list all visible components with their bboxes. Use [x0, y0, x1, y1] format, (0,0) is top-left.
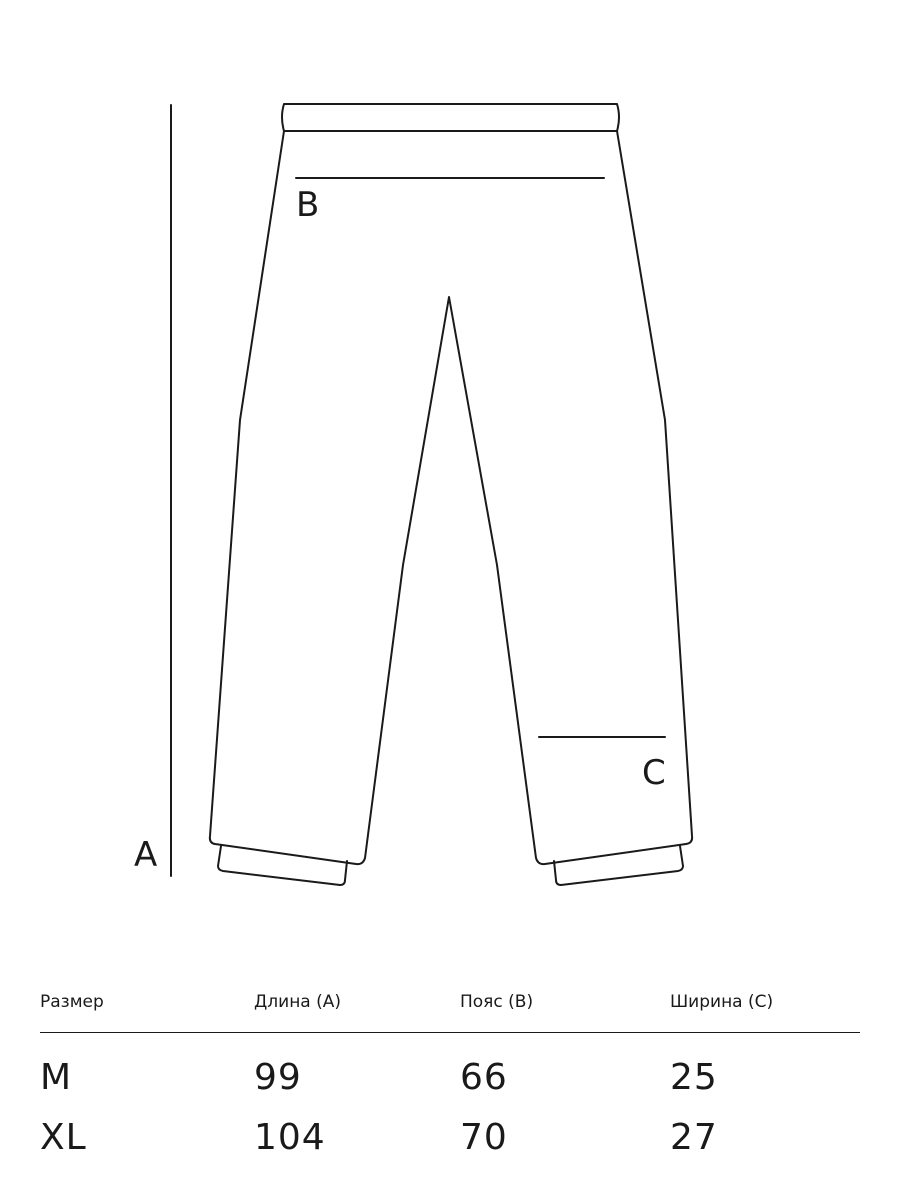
table-row — [0, 1058, 900, 1102]
cell-width: 27 — [670, 1117, 718, 1158]
cell-length: 104 — [254, 1117, 326, 1158]
size-table-header — [0, 992, 900, 1016]
left-cuff — [218, 846, 347, 885]
header-waist: Пояс (B) — [460, 992, 534, 1012]
header-length: Длина (A) — [254, 992, 342, 1012]
cell-size: M — [40, 1057, 73, 1098]
header-size: Размер — [40, 992, 104, 1012]
cell-size: XL — [40, 1117, 87, 1158]
right-cuff — [554, 846, 683, 885]
waistband — [282, 104, 619, 131]
table-row — [0, 1118, 900, 1162]
cell-waist: 70 — [460, 1117, 508, 1158]
header-width: Ширина (C) — [670, 992, 774, 1012]
dimension-label-c: C — [642, 753, 666, 793]
cell-waist: 66 — [460, 1057, 508, 1098]
cell-length: 99 — [254, 1057, 302, 1098]
dimension-label-b: B — [296, 185, 320, 225]
pants-outline — [210, 131, 692, 864]
dimension-label-a: A — [134, 835, 158, 875]
cell-width: 25 — [670, 1057, 718, 1098]
table-divider — [40, 1032, 860, 1033]
